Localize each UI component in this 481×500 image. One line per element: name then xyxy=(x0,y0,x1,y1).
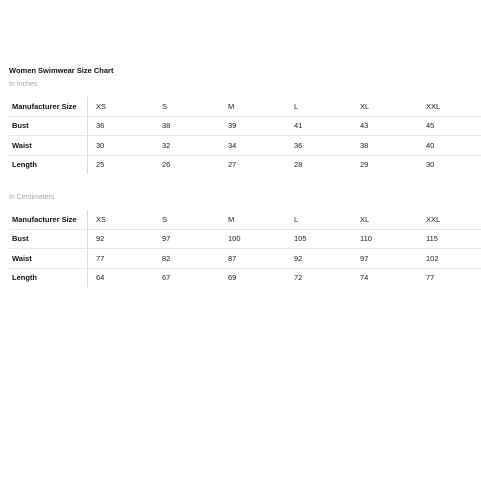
table-cell: M xyxy=(228,210,294,229)
table-cell: 92 xyxy=(294,249,360,269)
row-label: Manufacturer Size xyxy=(9,97,88,116)
table-row-length xyxy=(9,155,481,174)
table-row-length xyxy=(9,268,481,287)
table-cell: 27 xyxy=(228,160,237,170)
table-cell: 39 xyxy=(228,116,294,136)
table-cell: 38 xyxy=(360,136,426,156)
table-cell: 43 xyxy=(360,116,426,136)
table-row-waist xyxy=(9,136,481,156)
table-cell: S xyxy=(162,210,228,229)
row-label: Waist xyxy=(9,136,88,156)
table-cell: 30 xyxy=(88,136,163,156)
table-cell: S xyxy=(162,97,228,116)
table-cell: 82 xyxy=(162,249,228,269)
table-cell: 26 xyxy=(162,160,171,170)
table-cell: 28 xyxy=(294,160,303,170)
table-cell: 87 xyxy=(228,249,294,269)
row-label: Length xyxy=(9,268,88,287)
table-cell: 34 xyxy=(228,136,294,156)
table-cell: 102 xyxy=(426,249,481,269)
table-row-bust xyxy=(9,229,481,249)
centimeters-caption: In Centimeters xyxy=(9,194,55,201)
centimeters-size-table xyxy=(9,210,481,287)
table-cell: 64 xyxy=(96,273,105,283)
table-cell: 36 xyxy=(88,116,163,136)
table-cell: 69 xyxy=(228,273,237,283)
table-cell: 38 xyxy=(162,116,228,136)
table-cell: 30 xyxy=(426,160,435,170)
row-label: Bust xyxy=(9,116,88,136)
table-cell: 97 xyxy=(162,229,228,249)
table-cell: 97 xyxy=(360,249,426,269)
row-label: Length xyxy=(9,155,88,174)
table-cell: 41 xyxy=(294,116,360,136)
table-cell: 105 xyxy=(294,229,360,249)
table-cell: XL xyxy=(360,97,426,116)
table-cell: 77 xyxy=(426,273,435,283)
inches-caption: In Inches xyxy=(9,81,38,88)
table-cell: 110 xyxy=(360,229,426,249)
inches-size-table xyxy=(9,97,481,174)
table-cell: 72 xyxy=(294,273,303,283)
table-row-waist xyxy=(9,249,481,269)
table-cell: XL xyxy=(360,210,426,229)
table-cell: 67 xyxy=(162,273,171,283)
table-cell: 100 xyxy=(228,229,294,249)
table-cell: L xyxy=(294,210,360,229)
table-cell: L xyxy=(294,97,360,116)
chart-title: Women Swimwear Size Chart xyxy=(9,66,114,75)
table-cell: XXL xyxy=(426,97,481,116)
table-cell: XXL xyxy=(426,210,481,229)
row-label: Bust xyxy=(9,229,88,249)
table-row-manufacturer-size xyxy=(9,210,481,229)
table-cell: XS xyxy=(88,97,163,116)
table-cell: 32 xyxy=(162,136,228,156)
table-cell: M xyxy=(228,97,294,116)
table-row-bust xyxy=(9,116,481,136)
table-cell: 77 xyxy=(88,249,163,269)
row-label: Waist xyxy=(9,249,88,269)
row-label: Manufacturer Size xyxy=(9,210,88,229)
table-cell: 29 xyxy=(360,160,369,170)
table-cell: 25 xyxy=(96,160,105,170)
table-cell: 40 xyxy=(426,136,481,156)
table-cell: 74 xyxy=(360,273,369,283)
table-row-manufacturer-size xyxy=(9,97,481,116)
table-cell: XS xyxy=(88,210,163,229)
table-cell: 45 xyxy=(426,116,481,136)
table-cell: 92 xyxy=(88,229,163,249)
table-cell: 115 xyxy=(426,229,481,249)
table-cell: 36 xyxy=(294,136,360,156)
